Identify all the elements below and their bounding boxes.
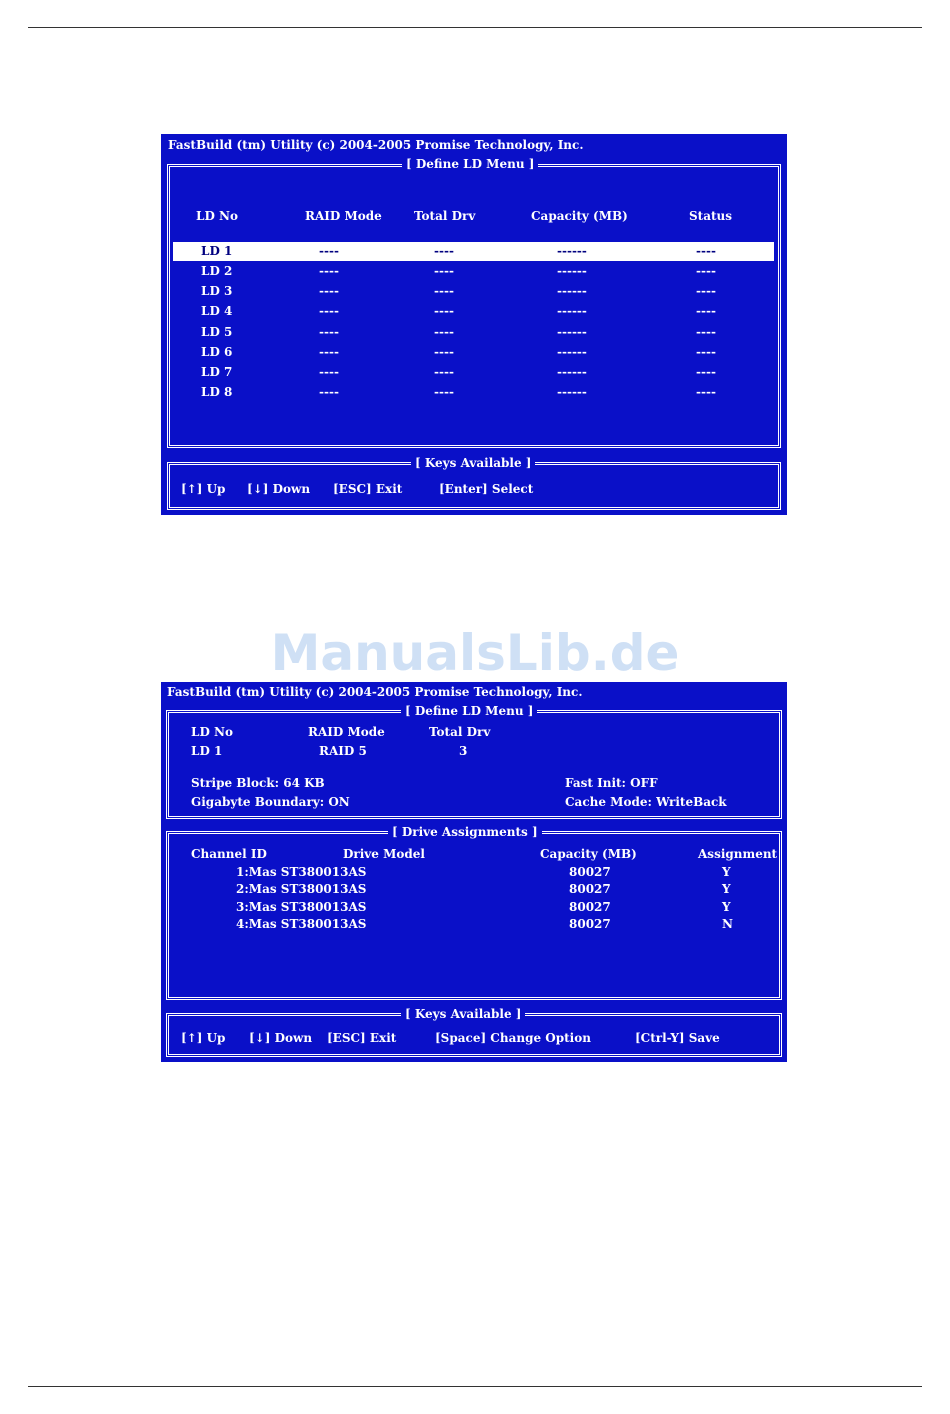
status-cell: ----: [696, 365, 716, 379]
total-drv-label: Total Drv: [429, 725, 491, 739]
raid-cell: ----: [319, 284, 339, 298]
raid-mode-label: RAID Mode: [308, 725, 385, 739]
ld-cell: LD 4: [201, 304, 233, 318]
key-enter-select: [Enter] Select: [439, 482, 534, 496]
header-ld-no: LD No: [196, 209, 238, 223]
drv-cell: ----: [434, 244, 454, 258]
drv-cell: ----: [434, 365, 454, 379]
drive-model-cell: 2:Mas ST380013AS: [236, 882, 367, 896]
raid-cell: ----: [319, 365, 339, 379]
status-cell: ----: [696, 264, 716, 278]
ld-cell: LD 3: [201, 284, 233, 298]
header-capacity: Capacity (MB): [531, 209, 628, 223]
drive-capacity-cell: 80027: [569, 882, 611, 896]
drive-model-cell: 3:Mas ST380013AS: [236, 900, 367, 914]
key-down: [↓] Down: [249, 1031, 313, 1045]
drive-model-cell: 1:Mas ST380013AS: [236, 865, 367, 879]
cap-cell: ------: [557, 325, 587, 339]
cap-cell: ------: [557, 304, 587, 318]
watermark: ManualsLib.de: [270, 624, 680, 682]
bottom-rule: [28, 1386, 922, 1387]
drive-capacity-cell: 80027: [569, 900, 611, 914]
status-cell: ----: [696, 244, 716, 258]
menu-title: [ Define LD Menu ]: [401, 704, 537, 718]
status-cell: ----: [696, 304, 716, 318]
raid-cell: ----: [319, 244, 339, 258]
define-ld-menu-screen: [161, 134, 787, 515]
drive-capacity-cell: 80027: [569, 865, 611, 879]
drv-cell: ----: [434, 284, 454, 298]
drive-assignment-cell[interactable]: Y: [722, 882, 731, 896]
gigabyte-boundary-option[interactable]: Gigabyte Boundary: ON: [191, 795, 350, 809]
raid-mode-value[interactable]: RAID 5: [319, 744, 367, 758]
raid-cell: ----: [319, 345, 339, 359]
drive-assignment-cell[interactable]: N: [722, 917, 733, 931]
total-drv-value: 3: [459, 744, 468, 758]
status-cell: ----: [696, 325, 716, 339]
key-up: [↑] Up: [181, 482, 226, 496]
ld-cell: LD 1: [201, 244, 233, 258]
header-channel-id: Channel ID: [191, 847, 267, 861]
cap-cell: ------: [557, 385, 587, 399]
header-drive-model: Drive Model: [343, 847, 425, 861]
fast-init-option[interactable]: Fast Init: OFF: [565, 776, 658, 790]
drive-assignment-cell[interactable]: Y: [722, 865, 731, 879]
key-esc-exit: [ESC] Exit: [333, 482, 403, 496]
header-total-drv: Total Drv: [414, 209, 476, 223]
drive-assignment-cell[interactable]: Y: [722, 900, 731, 914]
drv-cell: ----: [434, 325, 454, 339]
status-cell: ----: [696, 385, 716, 399]
key-down: [↓] Down: [247, 482, 311, 496]
ld-cell: LD 5: [201, 325, 233, 339]
status-cell: ----: [696, 284, 716, 298]
cache-mode-option[interactable]: Cache Mode: WriteBack: [565, 795, 727, 809]
status-cell: ----: [696, 345, 716, 359]
header-status: Status: [689, 209, 733, 223]
raid-cell: ----: [319, 264, 339, 278]
ld-cell: LD 6: [201, 345, 233, 359]
selected-row-highlight[interactable]: [173, 242, 774, 261]
drv-cell: ----: [434, 385, 454, 399]
top-rule: [28, 27, 922, 28]
ld-no-value: LD 1: [191, 744, 223, 758]
cap-cell: ------: [557, 284, 587, 298]
ld-cell: LD 8: [201, 385, 233, 399]
cap-cell: ------: [557, 365, 587, 379]
drive-model-cell: 4:Mas ST380013AS: [236, 917, 367, 931]
define-ld-detail-screen: [161, 682, 787, 1062]
key-esc-exit: [ESC] Exit: [327, 1031, 397, 1045]
cap-cell: ------: [557, 264, 587, 278]
cap-cell: ------: [557, 345, 587, 359]
drive-assignments-title: [ Drive Assignments ]: [388, 825, 542, 839]
menu-title: [ Define LD Menu ]: [402, 157, 538, 171]
cap-cell: ------: [557, 244, 587, 258]
ld-cell: LD 7: [201, 365, 233, 379]
drv-cell: ----: [434, 345, 454, 359]
raid-cell: ----: [319, 325, 339, 339]
raid-cell: ----: [319, 385, 339, 399]
utility-title: FastBuild (tm) Utility (c) 2004-2005 Promise Technology, Inc.: [167, 685, 583, 699]
raid-cell: ----: [319, 304, 339, 318]
key-space-change-option: [Space] Change Option: [435, 1031, 591, 1045]
ld-cell: LD 2: [201, 264, 233, 278]
ld-list-panel: [167, 164, 781, 448]
utility-title: FastBuild (tm) Utility (c) 2004-2005 Promise Technology, Inc.: [168, 138, 584, 152]
header-raid-mode: RAID Mode: [305, 209, 382, 223]
drv-cell: ----: [434, 304, 454, 318]
drv-cell: ----: [434, 264, 454, 278]
header-assignment: Assignment: [698, 847, 778, 861]
stripe-block-option[interactable]: Stripe Block: 64 KB: [191, 776, 325, 790]
drive-capacity-cell: 80027: [569, 917, 611, 931]
key-ctrl-y-save: [Ctrl-Y] Save: [635, 1031, 720, 1045]
header-capacity: Capacity (MB): [540, 847, 637, 861]
keys-title: [ Keys Available ]: [411, 456, 535, 470]
ld-no-label: LD No: [191, 725, 233, 739]
key-up: [↑] Up: [181, 1031, 226, 1045]
keys-title: [ Keys Available ]: [401, 1007, 525, 1021]
